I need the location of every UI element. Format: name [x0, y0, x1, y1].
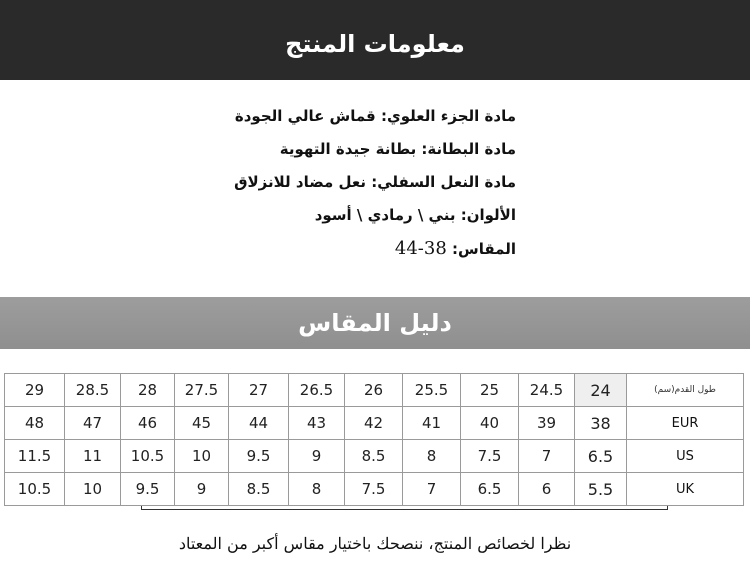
table-cell: 24.5	[519, 374, 575, 407]
table-cell: 26.5	[289, 374, 345, 407]
table-cell: 8.5	[229, 473, 289, 506]
product-info-list	[200, 100, 516, 265]
table-cell: 6.5	[461, 473, 519, 506]
sole-material: مادة النعل السفلي: نعل مضاد للانزلاق	[234, 173, 516, 191]
size-value: 38-44	[394, 238, 447, 259]
table-cell: 27.5	[175, 374, 229, 407]
table-cell: 43	[289, 407, 345, 440]
table-row	[5, 407, 744, 440]
table-cell: 7.5	[461, 440, 519, 473]
table-row	[5, 440, 744, 473]
table-cell: 10	[65, 473, 121, 506]
table-cell: 25.5	[403, 374, 461, 407]
table-cell: 11	[65, 440, 121, 473]
size-guide-title: دليل المقاس	[298, 309, 452, 337]
product-info-header	[0, 0, 750, 80]
table-cell: 39	[519, 407, 575, 440]
table-cell: 10	[175, 440, 229, 473]
table-row	[5, 374, 744, 407]
size-label: المقاس:	[452, 240, 516, 258]
table-cell: 26	[345, 374, 403, 407]
table-cell: 40	[461, 407, 519, 440]
table-cell: 8.5	[345, 440, 403, 473]
table-cell: 46	[121, 407, 175, 440]
table-cell: 45	[175, 407, 229, 440]
table-cell: 11.5	[5, 440, 65, 473]
bracket-divider	[141, 509, 668, 510]
table-cell: 9	[175, 473, 229, 506]
table-cell: 6.5	[575, 440, 627, 473]
row-label: طول القدم(سم)	[627, 374, 744, 407]
table-cell: 27	[229, 374, 289, 407]
table-cell: 7.5	[345, 473, 403, 506]
table-cell: 5.5	[575, 473, 627, 506]
table-cell: 9.5	[121, 473, 175, 506]
table-cell: 9	[289, 440, 345, 473]
table-cell: 28.5	[65, 374, 121, 407]
upper-material: مادة الجزء العلوي: قماش عالي الجودة	[234, 107, 516, 125]
table-cell: 7	[403, 473, 461, 506]
table-cell: 9.5	[229, 440, 289, 473]
table-cell: 42	[345, 407, 403, 440]
table-cell: 10.5	[5, 473, 65, 506]
size-chart-table	[4, 373, 744, 506]
lining-material: مادة البطانة: بطانة جيدة التهوية	[279, 140, 516, 158]
table-cell: 29	[5, 374, 65, 407]
table-cell: 41	[403, 407, 461, 440]
table-cell: 38	[575, 407, 627, 440]
row-label: EUR	[627, 407, 744, 440]
size-advice-note: نظرا لخصائص المنتج، ننصحك باختيار مقاس أكبر من المعتاد	[178, 534, 572, 553]
table-cell: 28	[121, 374, 175, 407]
table-cell: 6	[519, 473, 575, 506]
table-cell: 7	[519, 440, 575, 473]
table-cell: 10.5	[121, 440, 175, 473]
row-label: US	[627, 440, 744, 473]
table-cell: 8	[403, 440, 461, 473]
size-range	[200, 232, 516, 265]
table-cell: 24	[575, 374, 627, 407]
table-cell: 25	[461, 374, 519, 407]
table-cell: 47	[65, 407, 121, 440]
product-info-title: معلومات المنتج	[285, 30, 465, 58]
table-cell: 44	[229, 407, 289, 440]
colors: الألوان: بني \ رمادي \ أسود	[314, 206, 516, 224]
table-cell: 48	[5, 407, 65, 440]
table-cell: 8	[289, 473, 345, 506]
row-label: UK	[627, 473, 744, 506]
size-guide-header	[0, 297, 750, 349]
table-row	[5, 473, 744, 506]
